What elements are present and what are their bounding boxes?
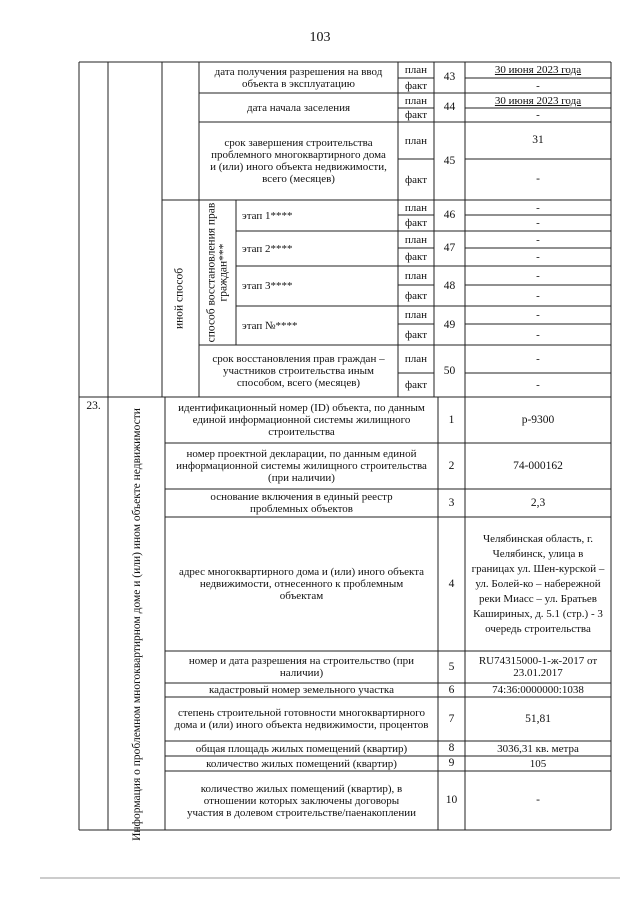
- cell-value: -: [536, 233, 540, 246]
- fact-label: факт: [404, 289, 428, 302]
- row-label: адрес многоквартирного дома и (или) иного объекта недвижимости, отнесенного к проблемным объектам: [178, 566, 425, 602]
- cell-value: 30 июня 2023 года: [494, 94, 582, 107]
- restore-term-label: срок восстановления прав граждан – участников строительства иным способом, всего (месяцев): [212, 353, 385, 389]
- cell-value: 31: [532, 134, 544, 146]
- row-number: 8: [448, 742, 455, 754]
- completion-term-label: срок завершения строительства проблемного многоквартирного дома и (или) иного объекта недвижимости, всего (месяцев): [210, 137, 387, 185]
- cell-value: -: [536, 109, 540, 121]
- stage-label: этап 2****: [242, 242, 293, 255]
- fact-label: факт: [404, 328, 428, 341]
- row-value: р-9300: [521, 413, 555, 426]
- row-value: RU74315000-1-ж-2017 от 23.01.2017: [478, 655, 598, 679]
- cell-value: -: [536, 353, 540, 365]
- row-value: 3036,31 кв. метра: [497, 742, 579, 755]
- cell-value: -: [536, 379, 540, 391]
- stage-label: этап 3****: [242, 280, 293, 292]
- row-value: Челябинская область, г. Челябинск, улица в границах ул. Шен-курской – ул. Болей-ко – набережной реки Миасс – ул. Братьев Кашириных, д. 5.1 (стр.) - 3 очередь строительства: [471, 532, 605, 635]
- cell-value: -: [536, 309, 540, 321]
- row-label: количество жилых помещений (квартир), в отношении которых заключены договоры участия в долевом строительстве/паенакоплении: [187, 782, 416, 819]
- row-number: 10: [445, 794, 458, 806]
- row-number: 1: [448, 413, 455, 426]
- row-number: 9: [448, 757, 455, 769]
- row-label: основание включения в единый реестр проблемных объектов: [210, 491, 393, 515]
- row-label: количество жилых помещений (квартир): [206, 757, 397, 770]
- row-number: 46: [443, 209, 456, 221]
- occupancy-permit-label: дата получения разрешения на ввод объекта в эксплуатацию: [214, 65, 383, 90]
- cell-value: -: [536, 269, 540, 282]
- row-number: 3: [448, 496, 455, 509]
- cell-value: -: [536, 289, 540, 302]
- fact-label: факт: [404, 173, 428, 186]
- row-label: номер и дата разрешения на строительство (при наличии): [188, 655, 415, 679]
- plan-label: план: [404, 94, 428, 107]
- stage-label: этап 1****: [242, 209, 293, 222]
- row-number: 44: [443, 101, 456, 113]
- row-label: степень строительной готовности многоквартирного дома и (или) иного объекта недвижимости, процентов: [174, 707, 429, 731]
- row-label: общая площадь жилых помещений (квартир): [195, 742, 408, 755]
- plan-label: план: [404, 64, 428, 76]
- row-number: 47: [443, 242, 456, 254]
- plan-label: план: [404, 269, 428, 282]
- row-number: 4: [448, 577, 455, 590]
- row-number: 2: [448, 459, 455, 472]
- row-number: 48: [443, 279, 456, 292]
- row-value: 105: [529, 757, 547, 770]
- fact-label: факт: [404, 217, 428, 229]
- row-value: 74:36:0000000:1038: [492, 684, 584, 696]
- fact-label: факт: [404, 379, 428, 391]
- page-number: 103: [309, 30, 331, 45]
- row-number: 45: [443, 154, 456, 167]
- row-label: кадастровый номер земельного участка: [209, 684, 394, 696]
- row-label: номер проектной декларации, по данным единой информационной системы жилищного строительства (при наличии): [176, 448, 427, 484]
- row-label: идентификационный номер (ID) объекта, по данным единой информационной системы жилищного строительства: [178, 402, 425, 438]
- row-value: 51,81: [525, 712, 551, 725]
- row-number: 50: [443, 364, 456, 377]
- row-value: 74-000162: [513, 459, 563, 472]
- section-title-vertical: Информация о проблемном многоквартирном доме и (или) ином объекте недвижимости: [130, 408, 143, 841]
- row-number: 7: [448, 712, 455, 725]
- cell-value: -: [536, 251, 540, 263]
- cell-value: 30 июня 2023 года: [494, 64, 582, 76]
- plan-label: план: [404, 201, 428, 214]
- plan-label: план: [404, 353, 428, 365]
- plan-label: план: [404, 134, 428, 147]
- row-number: 5: [448, 660, 455, 673]
- cell-value: -: [536, 217, 540, 229]
- row-value: -: [536, 794, 540, 806]
- fact-label: факт: [404, 251, 428, 263]
- plan-label: план: [404, 233, 428, 246]
- settlement-start-label: дата начала заселения: [246, 101, 351, 114]
- plan-label: план: [404, 309, 428, 321]
- cell-value: -: [536, 173, 540, 185]
- row-number: 43: [443, 71, 456, 83]
- row-number: 6: [448, 683, 455, 696]
- rights-restore-vertical-label: способ восстановления прав граждан***: [205, 202, 229, 343]
- item-number: 23.: [86, 399, 101, 412]
- cell-value: -: [536, 328, 540, 341]
- other-method-vertical-label: иной способ: [173, 267, 186, 330]
- fact-label: факт: [404, 109, 428, 121]
- cell-value: -: [536, 79, 540, 92]
- cell-value: -: [536, 201, 540, 214]
- stage-label: этап №****: [242, 319, 298, 332]
- row-value: 2,3: [530, 496, 546, 509]
- fact-label: факт: [404, 79, 428, 92]
- row-number: 49: [443, 319, 456, 331]
